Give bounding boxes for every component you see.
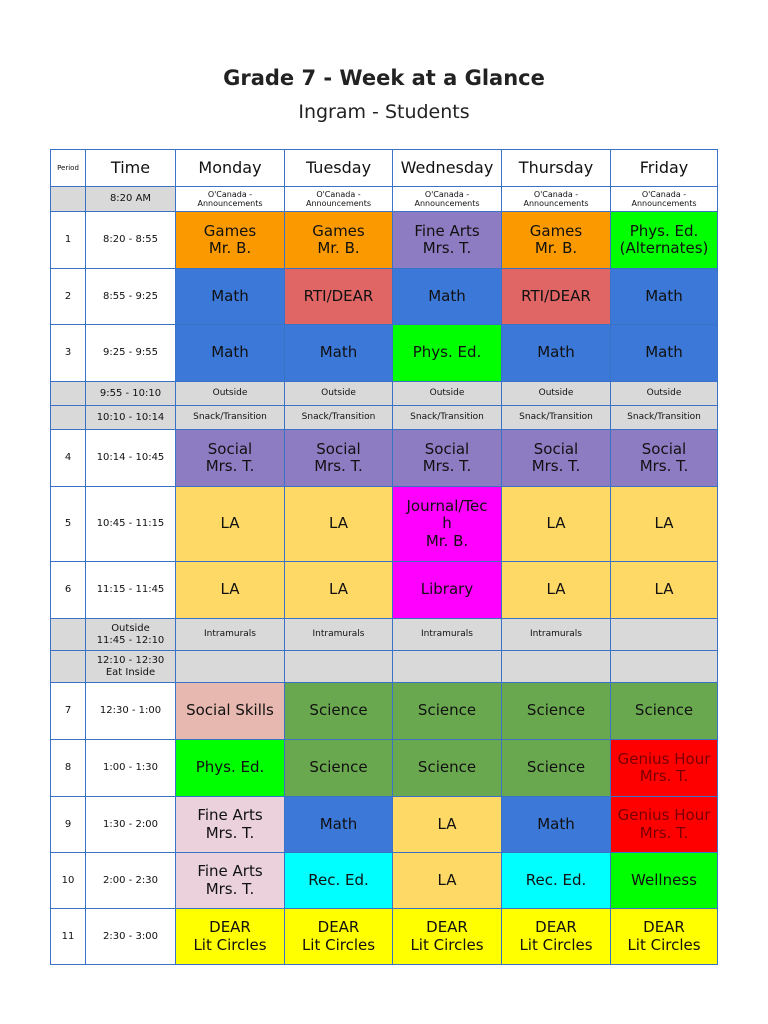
period-number: 5 — [51, 487, 86, 562]
time-slot: 12:10 - 12:30 Eat Inside — [86, 651, 176, 683]
class-cell — [611, 651, 718, 683]
class-cell: Social Mrs. T. — [285, 430, 393, 487]
class-cell: O'Canada - Announcements — [285, 187, 393, 212]
period-number: 8 — [51, 740, 86, 797]
class-cell: O'Canada - Announcements — [611, 187, 718, 212]
schedule-row — [51, 187, 718, 212]
class-cell — [393, 651, 502, 683]
class-cell: DEAR Lit Circles — [176, 909, 285, 965]
class-cell: Fine Arts Mrs. T. — [176, 853, 285, 909]
class-cell: Phys. Ed. — [176, 740, 285, 797]
class-cell: Intramurals — [393, 619, 502, 651]
schedule-table — [50, 149, 718, 965]
schedule-row — [51, 651, 718, 683]
class-cell: Social Mrs. T. — [176, 430, 285, 487]
class-cell: LA — [502, 562, 611, 619]
class-cell: Science — [285, 740, 393, 797]
schedule-row — [51, 430, 718, 487]
class-cell — [502, 651, 611, 683]
time-slot: 10:10 - 10:14 — [86, 406, 176, 430]
schedule-body — [51, 187, 718, 965]
class-cell: Intramurals — [176, 619, 285, 651]
class-cell: Math — [285, 797, 393, 853]
class-cell: Fine Arts Mrs. T. — [393, 212, 502, 269]
class-cell: Math — [393, 269, 502, 325]
class-cell: LA — [285, 562, 393, 619]
time-slot: 8:20 - 8:55 — [86, 212, 176, 269]
period-number: 9 — [51, 797, 86, 853]
day-header-wednesday: Wednesday — [393, 150, 502, 187]
schedule-row — [51, 853, 718, 909]
class-cell: Social Mrs. T. — [611, 430, 718, 487]
class-cell — [285, 651, 393, 683]
time-slot: 9:55 - 10:10 — [86, 382, 176, 406]
class-cell: LA — [176, 487, 285, 562]
time-slot: 8:55 - 9:25 — [86, 269, 176, 325]
class-cell: Genius Hour Mrs. T. — [611, 740, 718, 797]
time-slot: Outside 11:45 - 12:10 — [86, 619, 176, 651]
class-cell: Math — [611, 325, 718, 382]
schedule-row — [51, 909, 718, 965]
class-cell: RTI/DEAR — [502, 269, 611, 325]
time-slot: 12:30 - 1:00 — [86, 683, 176, 740]
class-cell: Outside — [502, 382, 611, 406]
class-cell: Snack/Transition — [611, 406, 718, 430]
time-slot: 10:45 - 11:15 — [86, 487, 176, 562]
class-cell: Outside — [285, 382, 393, 406]
schedule-row — [51, 269, 718, 325]
time-slot: 2:30 - 3:00 — [86, 909, 176, 965]
class-cell: Intramurals — [502, 619, 611, 651]
class-cell: O'Canada - Announcements — [502, 187, 611, 212]
class-cell: Games Mr. B. — [176, 212, 285, 269]
class-cell: Social Mrs. T. — [393, 430, 502, 487]
class-cell: Social Mrs. T. — [502, 430, 611, 487]
period-number: 11 — [51, 909, 86, 965]
class-cell: Rec. Ed. — [285, 853, 393, 909]
class-cell: Math — [285, 325, 393, 382]
class-cell: O'Canada - Announcements — [393, 187, 502, 212]
time-slot: 1:30 - 2:00 — [86, 797, 176, 853]
period-number — [51, 187, 86, 212]
class-cell: DEAR Lit Circles — [285, 909, 393, 965]
class-cell: Math — [502, 325, 611, 382]
period-number: 6 — [51, 562, 86, 619]
class-cell: RTI/DEAR — [285, 269, 393, 325]
period-number: 4 — [51, 430, 86, 487]
class-cell: Snack/Transition — [502, 406, 611, 430]
schedule-row — [51, 325, 718, 382]
period-number — [51, 382, 86, 406]
class-cell: DEAR Lit Circles — [611, 909, 718, 965]
schedule-row — [51, 619, 718, 651]
period-number — [51, 619, 86, 651]
class-cell: Social Skills — [176, 683, 285, 740]
schedule-row — [51, 212, 718, 269]
period-header: Period — [51, 150, 86, 187]
class-cell: LA — [502, 487, 611, 562]
class-cell: LA — [285, 487, 393, 562]
class-cell: Math — [176, 269, 285, 325]
schedule-row — [51, 683, 718, 740]
period-number: 3 — [51, 325, 86, 382]
day-header-tuesday: Tuesday — [285, 150, 393, 187]
time-slot: 1:00 - 1:30 — [86, 740, 176, 797]
class-cell: Science — [611, 683, 718, 740]
class-cell: Intramurals — [285, 619, 393, 651]
period-number: 1 — [51, 212, 86, 269]
class-cell: Math — [611, 269, 718, 325]
schedule-row — [51, 406, 718, 430]
time-slot: 8:20 AM — [86, 187, 176, 212]
class-cell: Outside — [176, 382, 285, 406]
page-subtitle: Ingram - Students — [298, 101, 470, 123]
schedule-row — [51, 382, 718, 406]
schedule-row — [51, 797, 718, 853]
header-row — [51, 150, 718, 187]
class-cell: Science — [502, 740, 611, 797]
class-cell: Science — [393, 740, 502, 797]
class-cell: Snack/Transition — [176, 406, 285, 430]
period-number: 7 — [51, 683, 86, 740]
day-header-monday: Monday — [176, 150, 285, 187]
class-cell: LA — [176, 562, 285, 619]
time-slot: 2:00 - 2:30 — [86, 853, 176, 909]
period-number: 2 — [51, 269, 86, 325]
schedule-row — [51, 562, 718, 619]
class-cell: LA — [611, 562, 718, 619]
class-cell: Phys. Ed. — [393, 325, 502, 382]
class-cell: Snack/Transition — [393, 406, 502, 430]
day-header-friday: Friday — [611, 150, 718, 187]
time-slot: 10:14 - 10:45 — [86, 430, 176, 487]
class-cell: Genius Hour Mrs. T. — [611, 797, 718, 853]
time-slot: 9:25 - 9:55 — [86, 325, 176, 382]
class-cell: Science — [502, 683, 611, 740]
class-cell: DEAR Lit Circles — [393, 909, 502, 965]
class-cell: Science — [285, 683, 393, 740]
class-cell: Fine Arts Mrs. T. — [176, 797, 285, 853]
class-cell — [176, 651, 285, 683]
class-cell: Snack/Transition — [285, 406, 393, 430]
time-header: Time — [86, 150, 176, 187]
page-title: Grade 7 - Week at a Glance — [223, 66, 545, 90]
class-cell: Games Mr. B. — [285, 212, 393, 269]
class-cell: Science — [393, 683, 502, 740]
class-cell: Library — [393, 562, 502, 619]
class-cell: LA — [611, 487, 718, 562]
class-cell: Games Mr. B. — [502, 212, 611, 269]
class-cell: Outside — [611, 382, 718, 406]
class-cell: LA — [393, 797, 502, 853]
class-cell: DEAR Lit Circles — [502, 909, 611, 965]
class-cell: Phys. Ed. (Alternates) — [611, 212, 718, 269]
class-cell: Rec. Ed. — [502, 853, 611, 909]
class-cell: LA — [393, 853, 502, 909]
period-number — [51, 651, 86, 683]
class-cell: Math — [176, 325, 285, 382]
period-number — [51, 406, 86, 430]
schedule-row — [51, 740, 718, 797]
day-header-thursday: Thursday — [502, 150, 611, 187]
class-cell — [611, 619, 718, 651]
schedule-row — [51, 487, 718, 562]
class-cell: O'Canada - Announcements — [176, 187, 285, 212]
period-number: 10 — [51, 853, 86, 909]
class-cell: Math — [502, 797, 611, 853]
time-slot: 11:15 - 11:45 — [86, 562, 176, 619]
class-cell: Journal/Tec h Mr. B. — [393, 487, 502, 562]
class-cell: Wellness — [611, 853, 718, 909]
class-cell: Outside — [393, 382, 502, 406]
